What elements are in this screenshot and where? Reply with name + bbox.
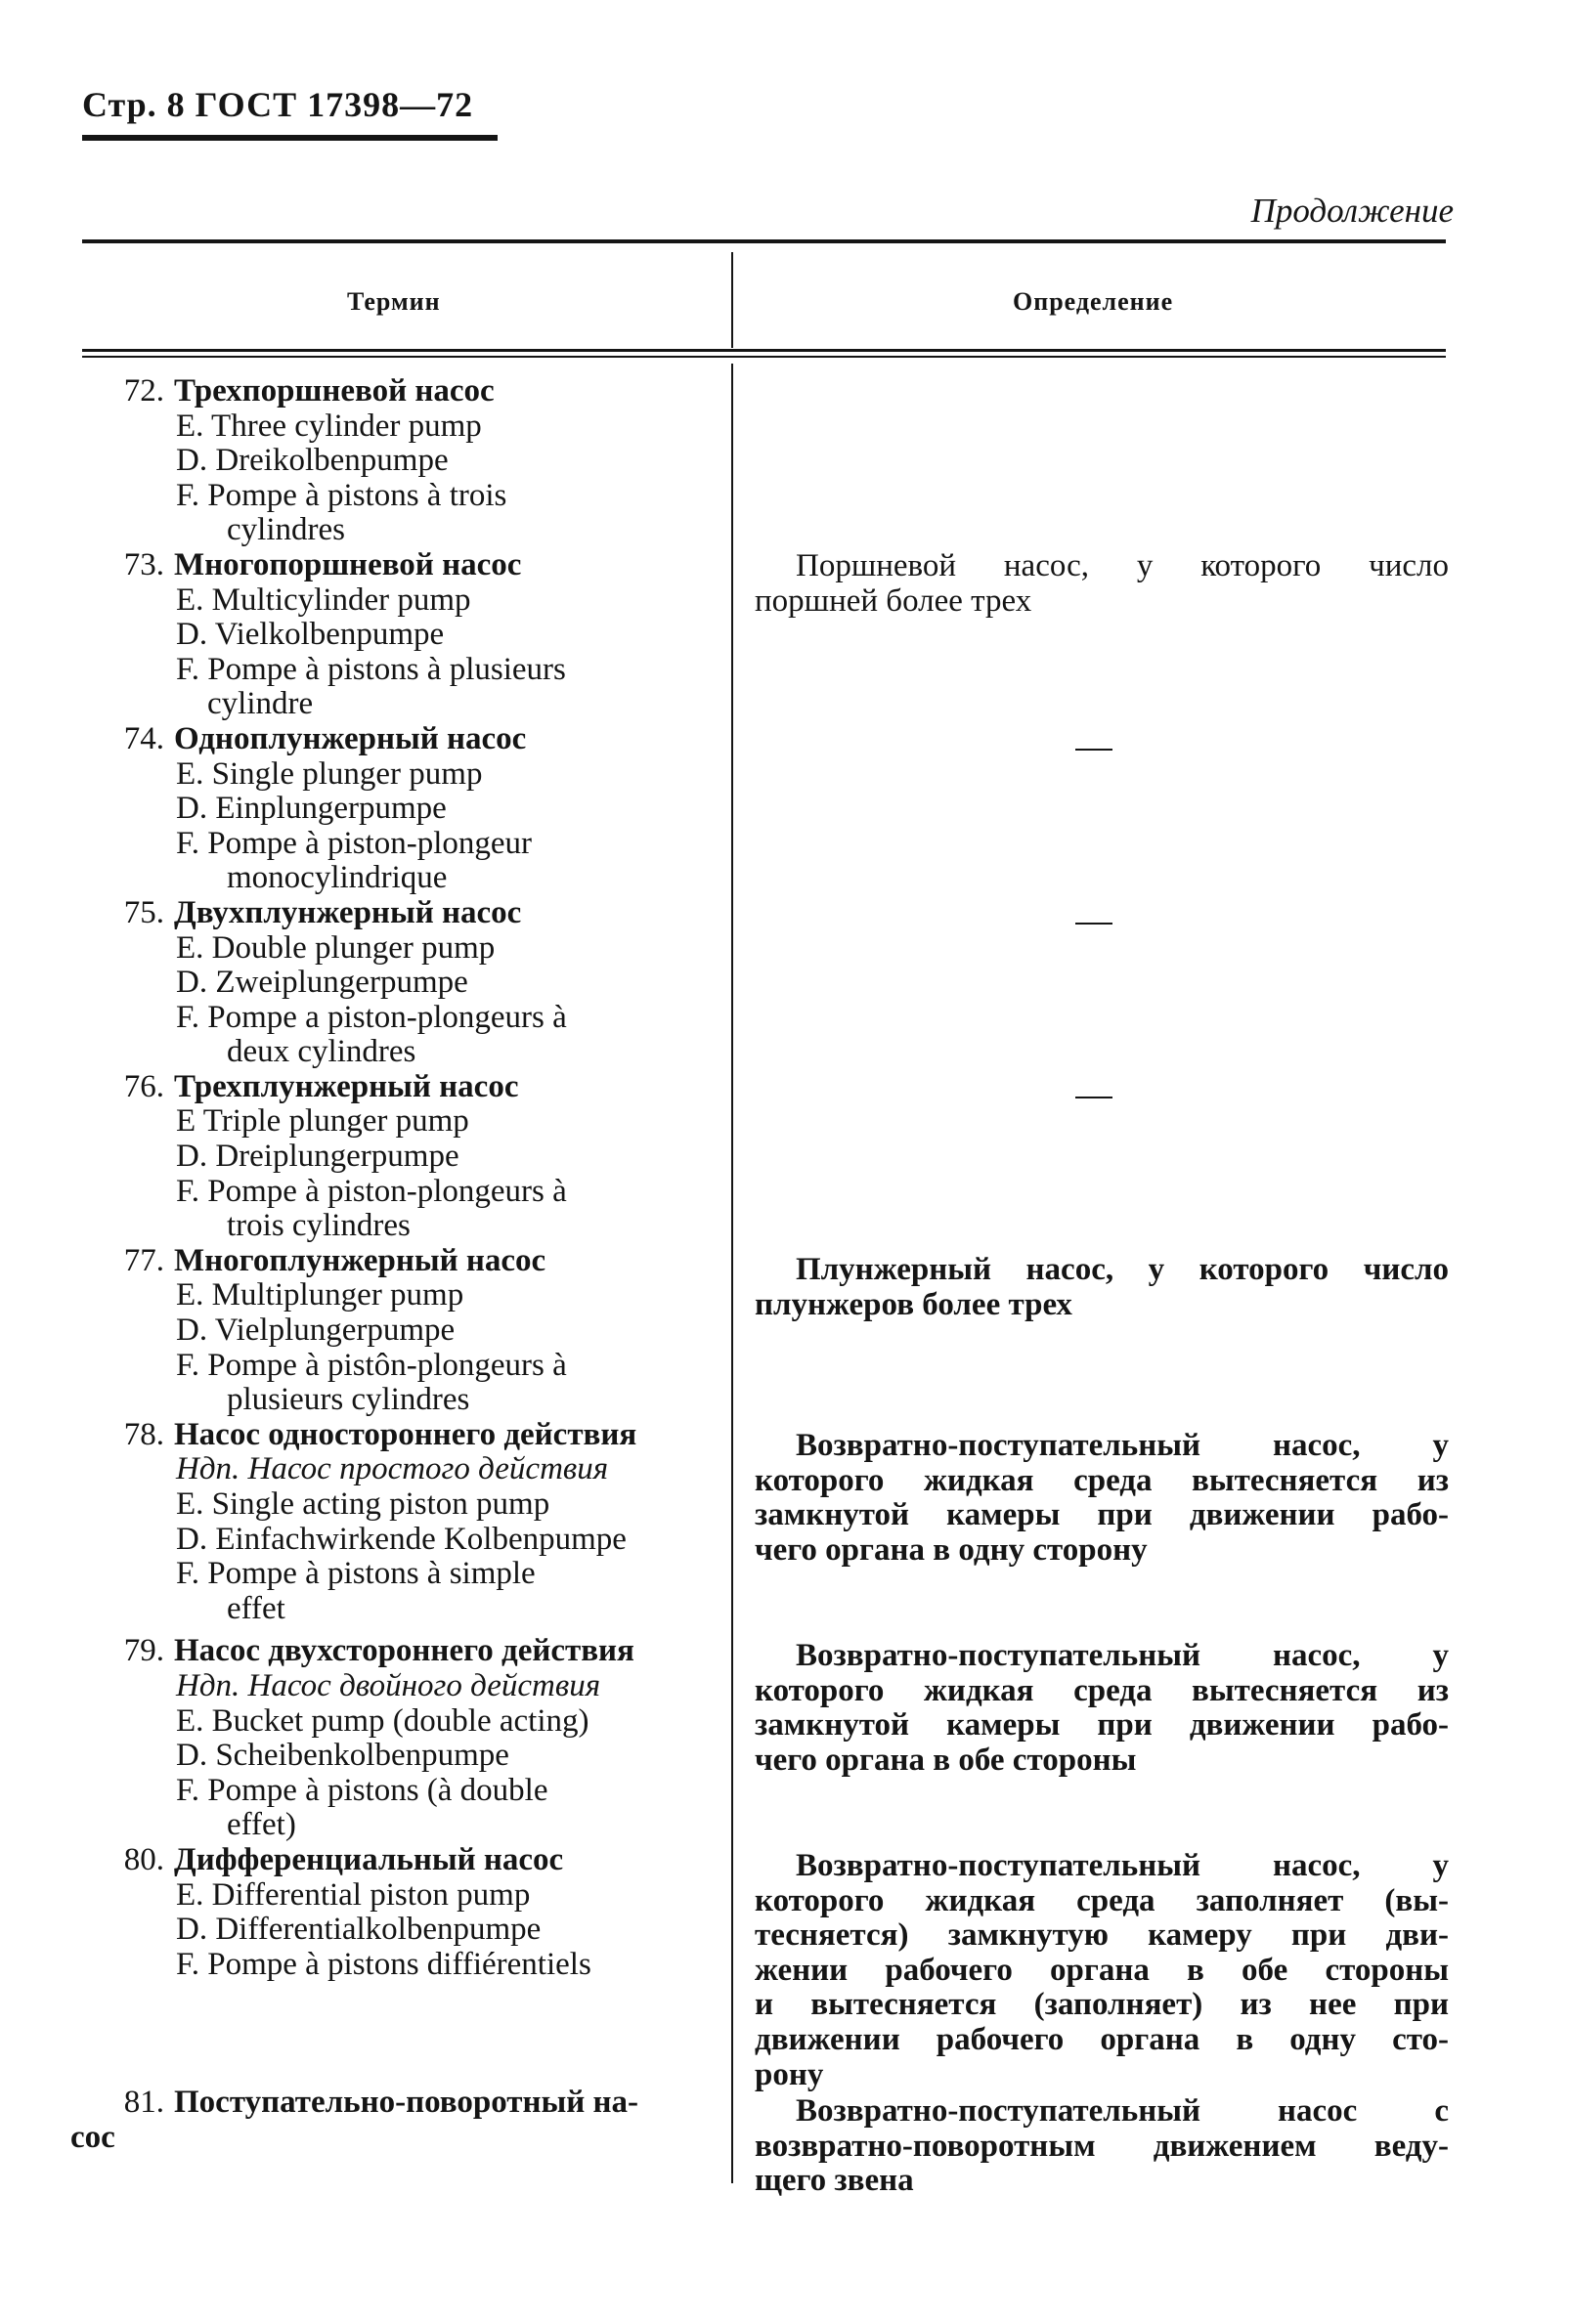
- term-german: D. Differentialkolbenpumpe: [176, 1912, 542, 1948]
- term-heading: [90, 896, 712, 931]
- term-heading: [90, 1244, 712, 1279]
- term-french: F. Pompe à pistons diffiérentiels: [176, 1946, 591, 1982]
- definition-line: которого жидкая среда заполняет (вы-: [755, 1882, 1449, 1918]
- definition-line: движении рабочего органа в одну сто-: [755, 2021, 1449, 2057]
- table-top-rule: [82, 239, 1446, 243]
- definition-73: [755, 549, 1449, 619]
- term-german: D. Vielkolbenpumpe: [176, 617, 445, 653]
- term-heading: [90, 722, 712, 757]
- term-french-cont: deux cylindres: [227, 1034, 416, 1070]
- term-name: Многоплунжерный насос: [174, 1242, 546, 1278]
- term-english: E. Single acting piston pump: [176, 1486, 550, 1522]
- header-bottom-rule-2: [82, 356, 1446, 358]
- definition-line: возвратно-поворотным движением веду-: [755, 2128, 1449, 2164]
- term-german: D. Scheibenkolbenpumpe: [176, 1738, 509, 1774]
- term-entry-80: [90, 1843, 712, 1982]
- definition-line: и вытесняется (заполняет) из нее при: [755, 1987, 1449, 2023]
- term-french: F. Pompe à pistons à plusieurs: [176, 651, 566, 687]
- definition-line: замкнутой камеры при движении рабо-: [755, 1707, 1449, 1743]
- term-english: E. Single plunger pump: [176, 755, 483, 792]
- definition-line: рону: [755, 2056, 824, 2092]
- definition-line: щего звена: [755, 2163, 914, 2199]
- term-number: 81.: [123, 2085, 164, 2121]
- term-english: E. Bucket pump (double acting): [176, 1702, 589, 1739]
- term-heading: [90, 1634, 712, 1669]
- term-french: F. Pompe à pistons à trois: [176, 477, 507, 513]
- term-french: F. Pompe à pistôn-plongeurs à: [176, 1347, 567, 1383]
- term-entry-77: [90, 1244, 712, 1418]
- dash-75: [1075, 923, 1112, 925]
- definition-line: замкнутой камеры при движении рабо-: [755, 1497, 1449, 1533]
- term-english: E. Double plunger pump: [176, 929, 496, 966]
- terms-column: [70, 373, 712, 2156]
- term-french: F. Pompe à piston-plongeurs à: [176, 1173, 567, 1209]
- term-deprecated: Ндп. Насос двойного действия: [176, 1667, 601, 1703]
- term-english: E. Multicylinder pump: [176, 581, 471, 618]
- term-german: D. Dreiplungerpumpe: [176, 1139, 459, 1175]
- definition-line: Возвратно-поступательный насос, у: [796, 1428, 1449, 1463]
- column-header-definition: Определение: [1013, 287, 1174, 316]
- term-name: Двухплунжерный насос: [174, 894, 522, 930]
- definition-line: Плунжерный насос, у которого число: [796, 1252, 1449, 1287]
- definition-line: Возвратно-поступательный насос с: [796, 2093, 1449, 2129]
- column-divider-header: [731, 252, 733, 348]
- definition-line: чего органа в обе стороны: [755, 1742, 1137, 1778]
- term-name-cont: сос: [70, 2119, 115, 2155]
- term-deprecated: Ндп. Насос простого действия: [176, 1451, 609, 1487]
- term-heading: [90, 548, 712, 583]
- term-french-cont: plusieurs cylindres: [227, 1382, 470, 1418]
- definition-line: плунжеров более трех: [755, 1286, 1072, 1322]
- definition-80: [755, 1849, 1449, 2092]
- term-entry-72: [90, 374, 712, 548]
- header-underline: [82, 135, 498, 141]
- term-french: F. Pompe à pistons (à double: [176, 1772, 548, 1808]
- term-number: 75.: [123, 894, 164, 930]
- term-heading: [90, 1418, 712, 1453]
- definition-line: чего органа в одну сторону: [755, 1531, 1148, 1568]
- term-german: D. Zweiplungerpumpe: [176, 965, 468, 1001]
- term-french: F. Pompe a piston-plongeurs à: [176, 999, 567, 1035]
- term-german: D. Einfachwirkende Kolbenpumpe: [176, 1521, 627, 1557]
- term-german: D. Vielplungerpumpe: [176, 1313, 456, 1349]
- term-entry-81: [70, 2085, 712, 2155]
- term-french: F. Pompe à pistons à simple: [176, 1556, 536, 1592]
- column-divider: [731, 364, 733, 2183]
- continuation-label: Продолжение: [1250, 192, 1454, 230]
- definition-line: тесняется) замкнутую камеру при дви-: [755, 1917, 1449, 1954]
- definition-78: [755, 1429, 1449, 1568]
- term-name: Одноплунжерный насос: [174, 720, 527, 756]
- term-french-cont: effet): [227, 1807, 296, 1843]
- column-header-term: Термин: [347, 287, 441, 316]
- term-french-cont: trois cylindres: [227, 1208, 411, 1244]
- term-name: Трехпоршневой насос: [174, 373, 495, 409]
- term-english: E Triple plunger pump: [176, 1103, 469, 1140]
- term-number: 78.: [123, 1416, 164, 1452]
- term-french-cont: cylindre: [207, 686, 314, 722]
- term-entry-76: [90, 1070, 712, 1244]
- term-number: 73.: [123, 546, 164, 582]
- term-number: 79.: [123, 1633, 164, 1669]
- term-name: Насос двухстороннего действия: [174, 1633, 634, 1669]
- dash-76: [1075, 1097, 1112, 1098]
- term-entry-75: [90, 896, 712, 1070]
- definition-line: которого жидкая среда вытесняется из: [755, 1462, 1449, 1498]
- definition-line: жении рабочего органа в обе стороны: [755, 1952, 1449, 1988]
- term-heading: [90, 2086, 712, 2121]
- term-entry-73: [90, 548, 712, 722]
- page-header: Стр. 8 ГОСТ 17398—72: [82, 85, 474, 124]
- term-name: Поступательно-поворотный на-: [174, 2085, 639, 2121]
- definition-81: [755, 2094, 1449, 2199]
- definition-79: [755, 1639, 1449, 1778]
- term-english: E. Multiplunger pump: [176, 1277, 464, 1313]
- term-german: D. Dreikolbenpumpe: [176, 443, 449, 479]
- term-french: F. Pompe à piston-plongeur: [176, 825, 532, 861]
- definition-line: Возвратно-поступательный насос, у: [796, 1638, 1449, 1673]
- term-french-cont: monocylindrique: [227, 860, 448, 896]
- term-number: 77.: [123, 1242, 164, 1278]
- term-name: Трехплунжерный насос: [174, 1068, 519, 1104]
- term-number: 72.: [123, 373, 164, 409]
- dash-74: [1075, 749, 1112, 751]
- definition-line: Поршневой насос, у которого число: [796, 548, 1449, 583]
- term-heading: [90, 374, 712, 409]
- term-entry-78: [90, 1418, 712, 1627]
- term-name: Дифференциальный насос: [174, 1841, 564, 1877]
- definition-line: которого жидкая среда вытесняется из: [755, 1672, 1449, 1708]
- term-french-cont: cylindres: [227, 512, 345, 548]
- term-number: 76.: [123, 1068, 164, 1104]
- definition-line: Возвратно-поступательный насос, у: [796, 1848, 1449, 1883]
- term-number: 80.: [123, 1841, 164, 1877]
- term-english: E. Three cylinder pump: [176, 408, 482, 444]
- header-bottom-rule-1: [82, 349, 1446, 352]
- term-german: D. Einplungerpumpe: [176, 791, 447, 827]
- term-entry-74: [90, 722, 712, 896]
- term-heading: [90, 1843, 712, 1878]
- definition-77: [755, 1253, 1449, 1322]
- term-entry-79: [90, 1634, 712, 1843]
- term-name: Многопоршневой насос: [174, 546, 522, 582]
- term-name: Насос одностороннего действия: [174, 1416, 637, 1452]
- definition-line: поршней более трех: [755, 582, 1032, 619]
- term-french-cont: effet: [227, 1590, 285, 1626]
- term-heading: [90, 1070, 712, 1105]
- term-number: 74.: [123, 720, 164, 756]
- term-english: E. Differential piston pump: [176, 1876, 531, 1913]
